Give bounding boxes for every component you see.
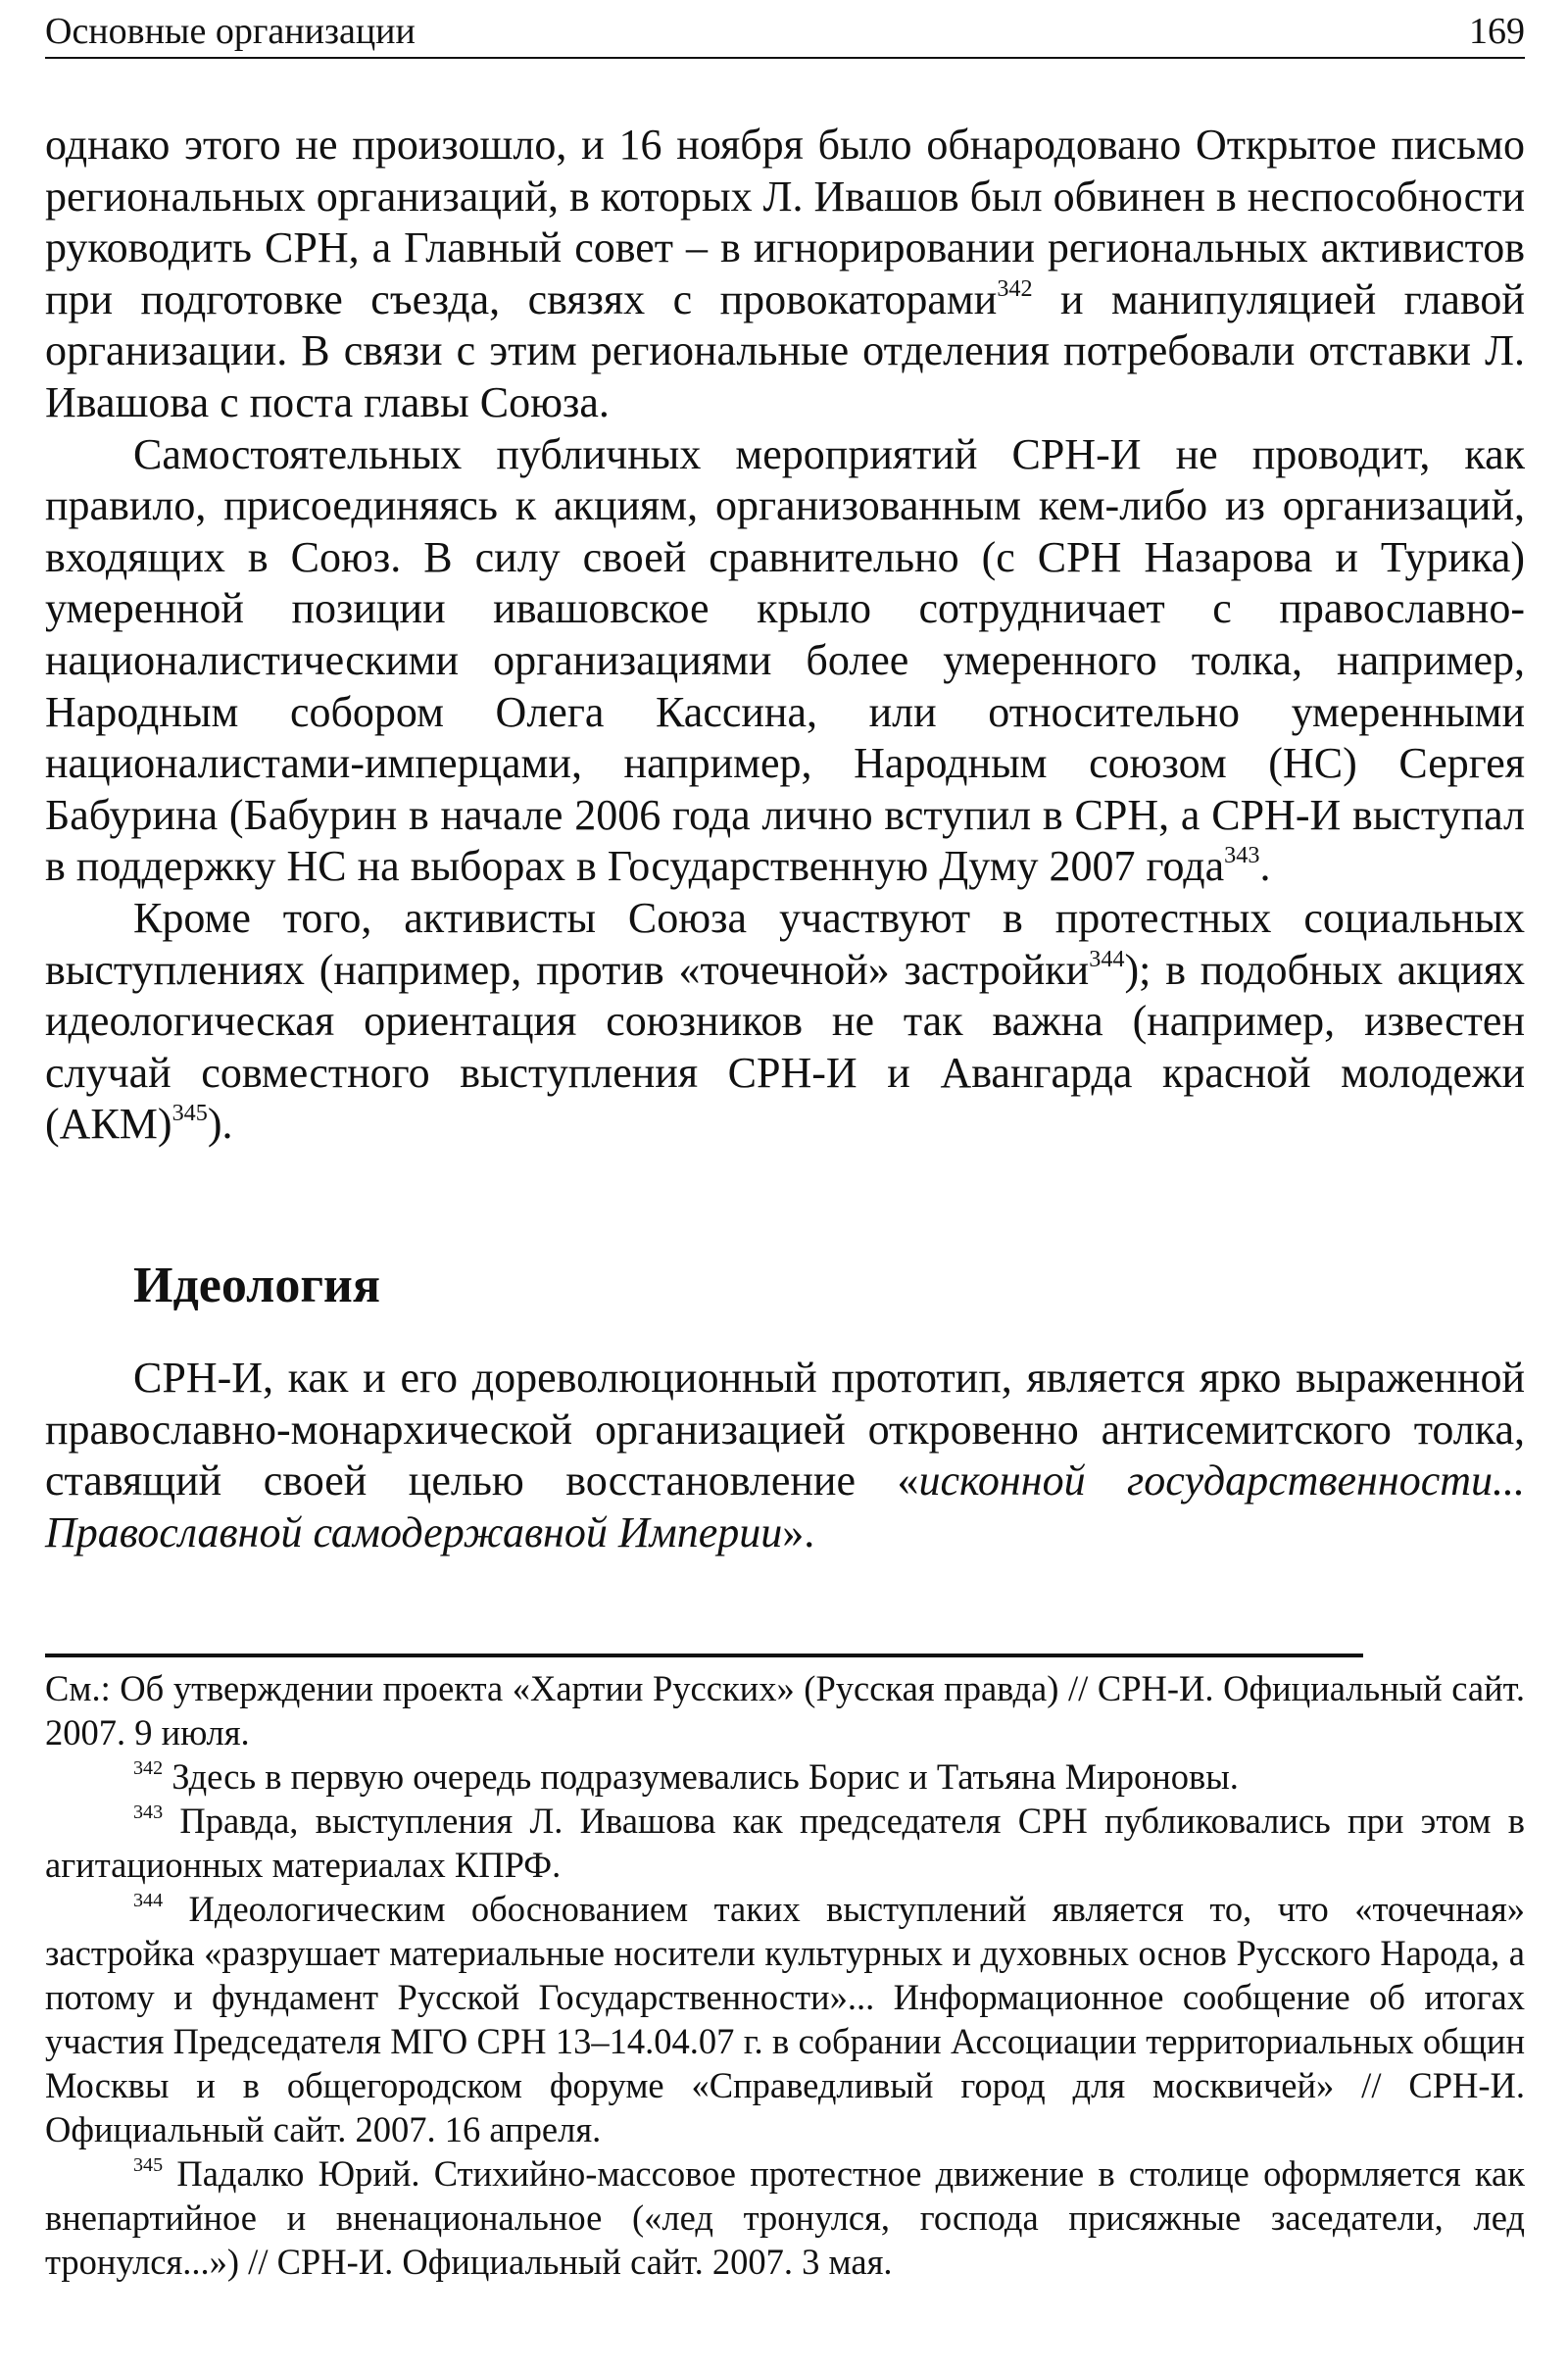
- ideology-text-end: ».: [782, 1507, 815, 1556]
- paragraph-1: [45, 120, 1525, 429]
- paragraph-2-text-b: .: [1259, 842, 1271, 891]
- section-heading: Идеология: [133, 1258, 381, 1313]
- paragraph-2: [45, 429, 1525, 893]
- footnote-ref-345: 345: [172, 1100, 208, 1127]
- footnote-text: Падалко Юрий. Стихийно-массовое протестное движение в столице оформляется как внепартийное и вненациональное («лед тронулся, господа присяжные заседатели, лед тронулся...») // СРН-И. Официальный сайт. 2007. 3 мая.: [45, 2153, 1525, 2282]
- footnote-number: 345: [133, 2153, 164, 2176]
- footnote-345: [45, 2151, 1525, 2284]
- paragraph-1-text-a: однако этого не произошло, и 16 ноября было обнародовано Открытое письмо региональных организаций, в которых Л. Ивашов был обвинен в неспособности руководить СРН, а Главный совет – в игнорировании региональных активистов при подготовке съезда, связях с провокаторами: [45, 121, 1525, 323]
- footnote-ref-343: 343: [1224, 842, 1260, 869]
- paragraph-3-text-b: ); в подобных акциях идеологическая ориентация союзников не так важна (например, известен случай совместного выступления СРН-И и Авангарда красной молодежи (АКМ): [45, 945, 1525, 1149]
- footnote-342: [45, 1754, 1525, 1799]
- running-head: [45, 6, 1525, 59]
- footnote-ref-344: 344: [1089, 945, 1125, 972]
- footnote-text: Идеологическим обоснованием таких выступлений является то, что «точечная» застройка «разрушает материальные носители культурных и духовных основ Русского Народа, а потому и фундамент Русской Государственности»... Информационное сообщение об итогах участия Председателя МГО СРН 13–14.04.07 г. в собрании Ассоциации территориальных общин Москвы и в общегородском форуме «Справедливый город для москвичей» // СРН-И. Официальный сайт. 2007. 16 апреля.: [45, 1889, 1525, 2149]
- footnote-344: [45, 1887, 1525, 2151]
- footnotes: [45, 1666, 1525, 2284]
- main-text: [45, 120, 1525, 1151]
- running-head-title: Основные организации: [45, 11, 416, 52]
- paragraph-3-text-a: Кроме того, активисты Союза участвуют в протестных социальных выступлениях (например, против «точечной» застройки: [45, 893, 1525, 994]
- footnote-continued: См.: Об утверждении проекта «Хартии Русских» (Русская правда) // СРН-И. Официальный сайт. 2007. 9 июля.: [45, 1668, 1525, 1753]
- footnote-number: 342: [133, 1756, 164, 1779]
- paragraph-3: [45, 893, 1525, 1151]
- paragraph-3-text-c: ).: [207, 1100, 233, 1149]
- footnote-number: 344: [133, 1889, 164, 1911]
- paragraph-1-text-b: и манипуляцией главой организации. В связи с этим региональные отделения потребовали отставки Л. Ивашова с поста главы Союза.: [45, 274, 1525, 426]
- paragraph-2-text-a: Самостоятельных публичных мероприятий СРН-И не проводит, как правило, присоединяясь к акциям, организованным кем-либо из организаций, входящих в Союз. В силу своей сравнительно (с СРН Назарова и Турика) умеренной позиции ивашовское крыло сотрудничает с православно-националистическими организациями более умеренного толка, например, Народным собором Олега Кассина, или относительно умеренными националистами-имперцами, например, Народным союзом (НС) Сергея Бабурина (Бабурин в начале 2006 года лично вступил в СРН, а СРН-И выступал в поддержку НС на выборах в Государственную Думу 2007 года: [45, 429, 1525, 891]
- footnote-text: Правда, выступления Л. Ивашова как председателя СРН публиковались при этом в агитационных материалах КПРФ.: [45, 1801, 1525, 1885]
- book-page: [45, 0, 1525, 2370]
- footnote-text: Здесь в первую очередь подразумевались Борис и Татьяна Мироновы.: [163, 1756, 1239, 1797]
- ideology-paragraph: [45, 1353, 1525, 1558]
- footnote-343: [45, 1799, 1525, 1887]
- footnote-divider: [45, 1654, 1363, 1657]
- section-text: [45, 1353, 1525, 1558]
- page-number: 169: [1469, 11, 1525, 52]
- ideology-quote: исконной государственности... Православной самодержавной Империи: [45, 1457, 1525, 1556]
- ideology-text: СРН-И, как и его дореволюционный прототип, является ярко выраженной православно-монархической организацией откровенно антисемитского толка, ставящий своей целью восстановление «: [45, 1354, 1525, 1506]
- footnote-ref-342: 342: [997, 274, 1033, 302]
- footnote-number: 343: [133, 1801, 164, 1823]
